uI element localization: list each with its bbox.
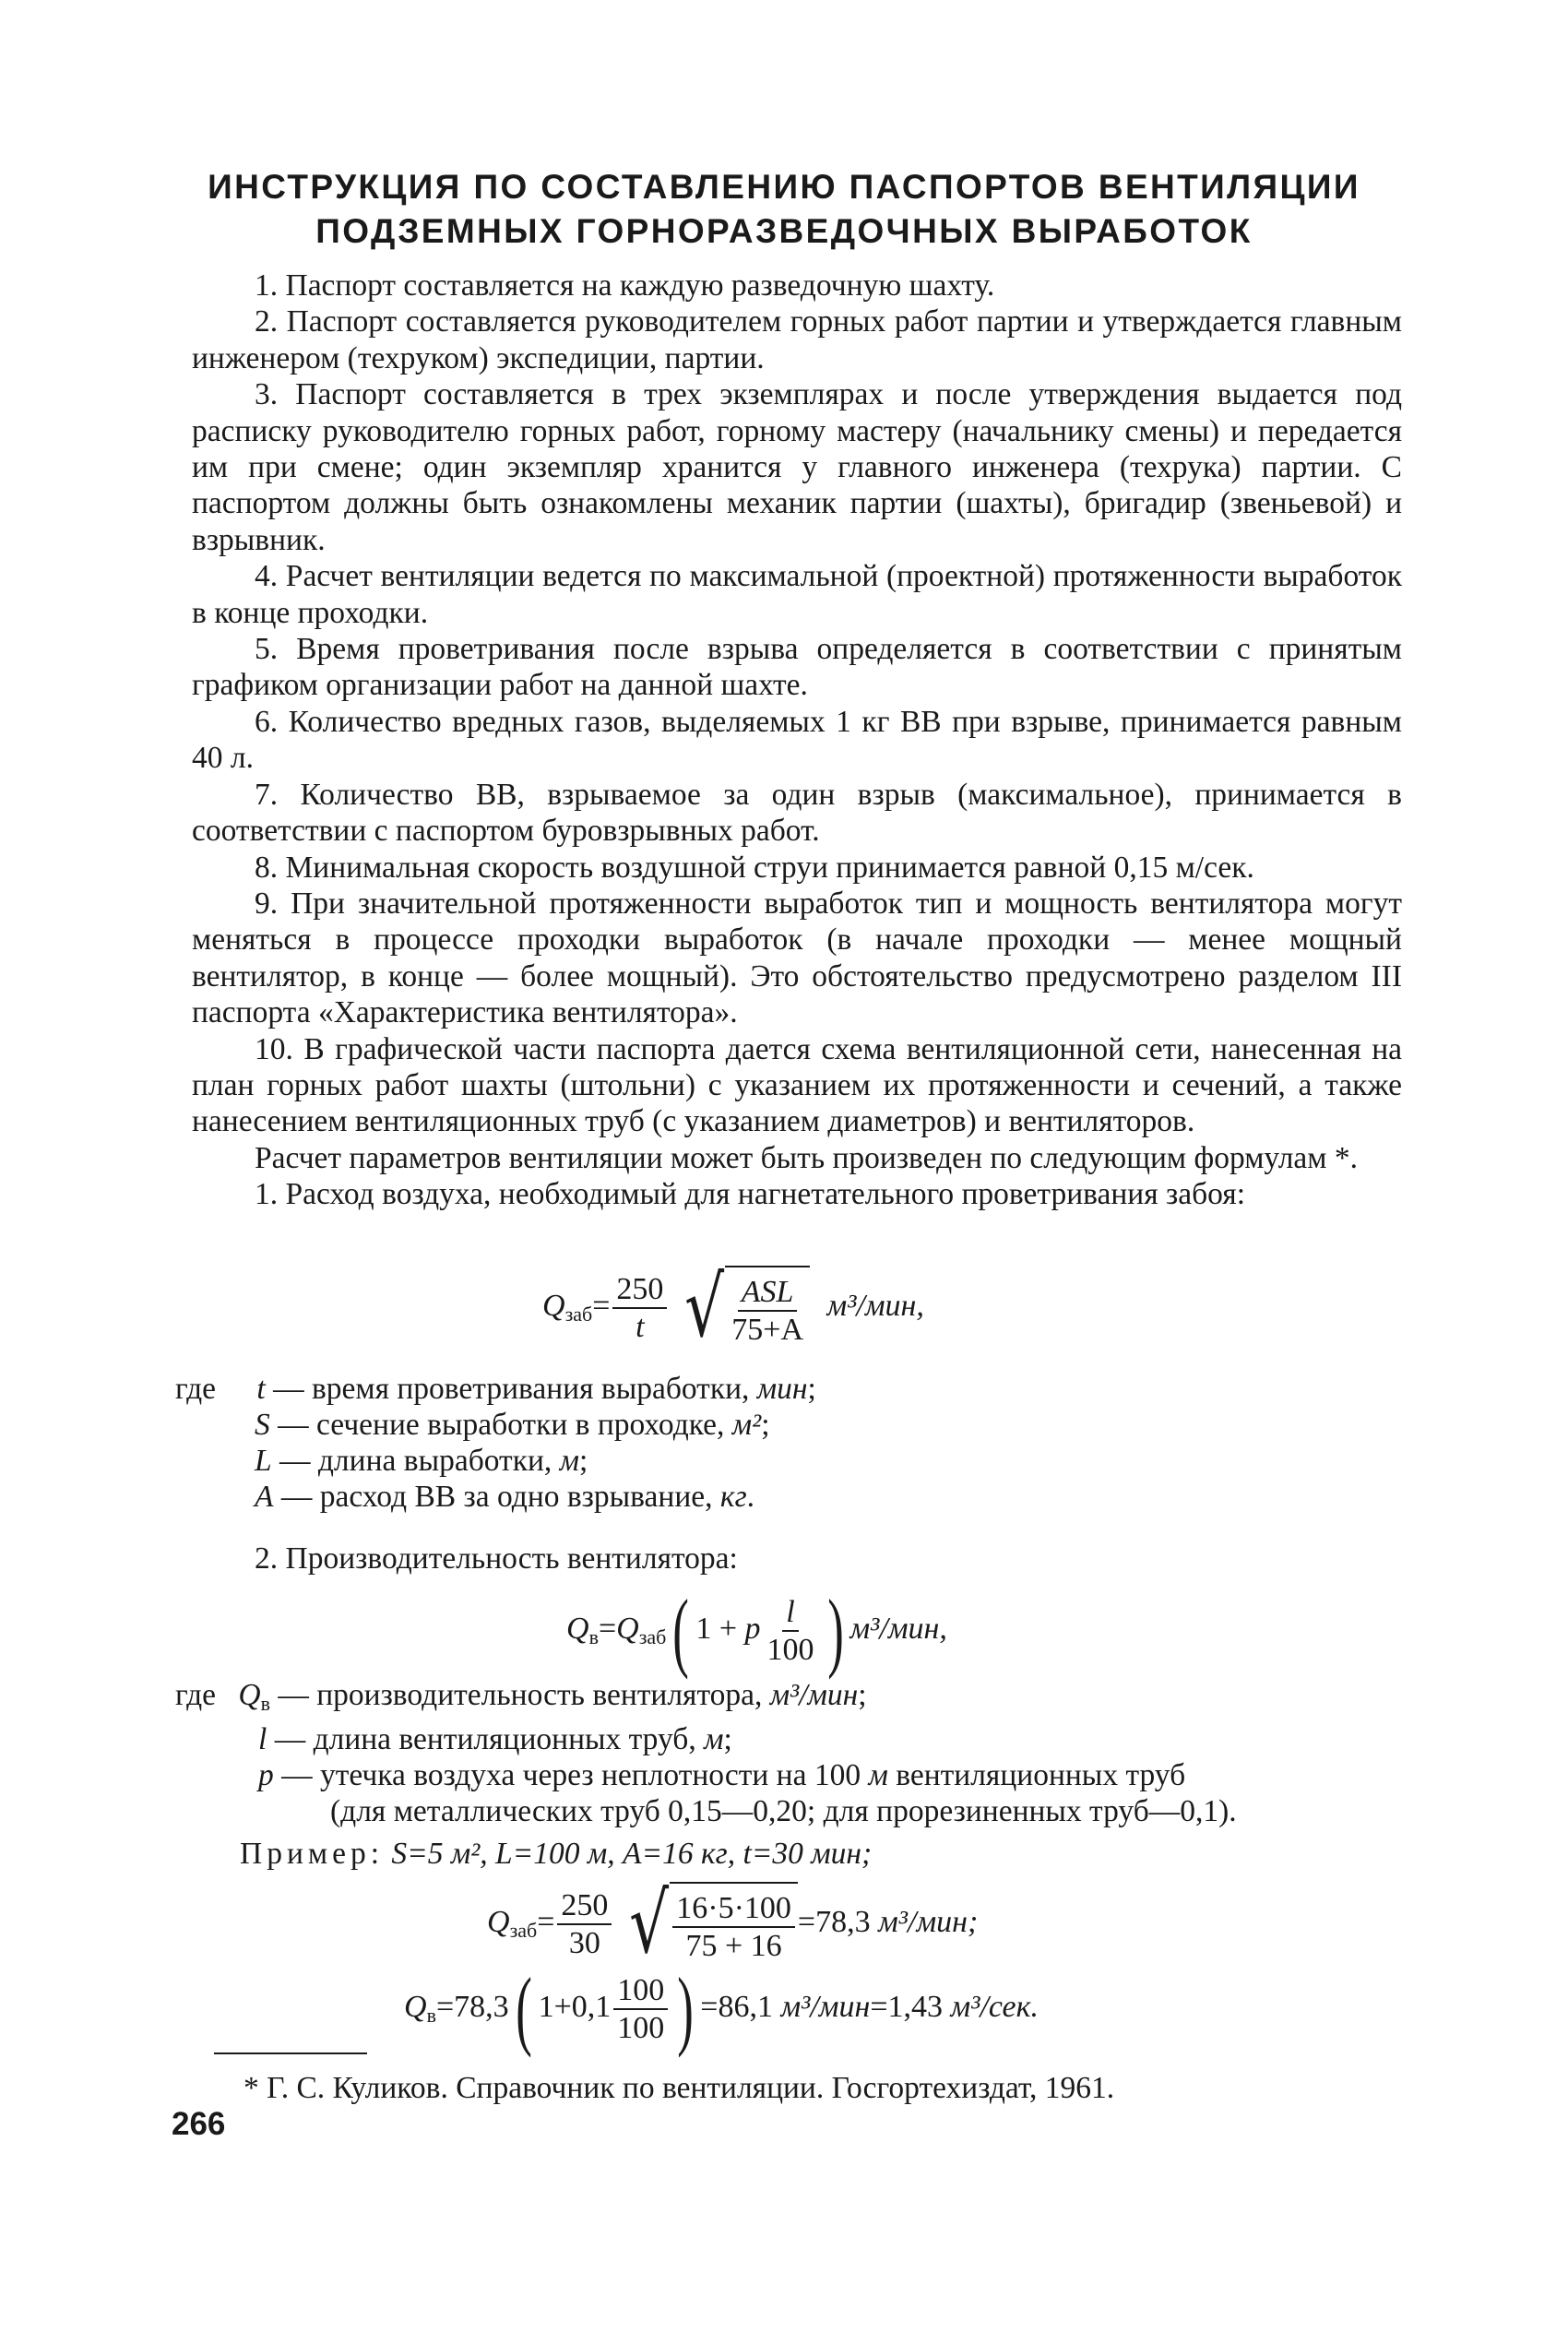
fraction-denominator: 75 + 16 bbox=[685, 1928, 782, 1963]
legend-text: — утечка воздуха через неплотности на 100 bbox=[273, 1758, 869, 1792]
formula-subscript: заб bbox=[509, 1918, 538, 1942]
formula-example-air-flow bbox=[487, 1875, 979, 1972]
legend-symbol: p bbox=[258, 1758, 274, 1792]
legend-unit: кг bbox=[719, 1480, 747, 1514]
list-item: 9. При значительной протяженности выработок тип и мощность вентилятора могут меняться в процессе проходки выработок (в начале проходки — менее мощный вентилятор, в конце — более мощный). Это обстоятельство предусмотрено разделом III паспорта «Характеристика вентилятора». bbox=[192, 886, 1402, 1030]
formula-2-legend bbox=[175, 1677, 1237, 1829]
list-item: 2. Паспорт составляется руководителем горных работ партии и утверждается главным инженером (техруком) экспедиции, партии. bbox=[192, 304, 1402, 375]
formula-unit: м³/сек. bbox=[950, 1989, 1039, 2024]
fraction-numerator: 100 bbox=[613, 1975, 668, 2010]
example-values: S=5 м², L=100 м, A=16 кг, t=30 мин; bbox=[391, 1837, 873, 1871]
fraction bbox=[672, 1890, 795, 1963]
left-paren: ( bbox=[672, 1581, 690, 1680]
formula-unit: м³/мин bbox=[780, 1989, 871, 2024]
formula-operator: =78,3 bbox=[435, 1989, 509, 2024]
formula-example-fan-capacity bbox=[404, 1959, 1039, 2058]
formula-air-flow bbox=[542, 1259, 924, 1356]
legend-text: — время проветривания выработки, bbox=[265, 1372, 757, 1406]
fraction bbox=[613, 1972, 668, 2045]
legend-row bbox=[175, 1479, 816, 1515]
legend-text: — расход ВВ за одно взрывание, bbox=[273, 1480, 720, 1514]
formula-2-heading: 2. Производительность вентилятора: bbox=[255, 1541, 738, 1576]
fraction bbox=[728, 1274, 807, 1347]
formula-1-heading: 1. Расход воздуха, необходимый для нагнетательного проветривания забоя: bbox=[255, 1177, 1245, 1212]
legend-symbol: t bbox=[256, 1372, 266, 1406]
legend-unit: мин bbox=[756, 1372, 808, 1406]
formula-1-legend bbox=[175, 1371, 816, 1515]
formula-fan-capacity bbox=[566, 1581, 947, 1680]
left-paren: ( bbox=[515, 1959, 532, 2058]
fraction-numerator: 250 bbox=[612, 1274, 667, 1309]
square-root bbox=[678, 1259, 810, 1356]
legend-lead: где bbox=[175, 1372, 216, 1406]
formula-operator: = bbox=[592, 1288, 611, 1323]
legend-tail: ; bbox=[723, 1722, 732, 1756]
right-paren: ) bbox=[826, 1581, 844, 1680]
list-item: 8. Минимальная скорость воздушной струи принимается равной 0,15 м/сек. bbox=[255, 850, 1254, 885]
legend-unit: м bbox=[868, 1758, 888, 1792]
legend-symbol: Q bbox=[238, 1678, 261, 1712]
fraction-denominator: 75+A bbox=[731, 1312, 803, 1347]
list-item: 1. Паспорт составляется на каждую разведочную шахту. bbox=[255, 268, 995, 303]
footnote-divider bbox=[214, 2052, 367, 2054]
formula-result: =86,1 bbox=[700, 1989, 773, 2024]
legend-row bbox=[175, 1407, 816, 1443]
legend-unit: м bbox=[559, 1444, 580, 1478]
legend-row bbox=[175, 1443, 816, 1479]
legend-text: — длина вентиляционных труб, bbox=[267, 1722, 705, 1756]
formula-symbol: Q bbox=[487, 1904, 510, 1939]
example-label: Пример: bbox=[240, 1837, 384, 1871]
legend-row bbox=[175, 1721, 1237, 1757]
legend-unit: м³/мин bbox=[769, 1678, 859, 1712]
title-line-1: ИНСТРУКЦИЯ ПО СОСТАВЛЕНИЮ ПАСПОРТОВ ВЕНТИЛЯЦИИ bbox=[208, 168, 1360, 206]
radical-sign: √ bbox=[684, 1259, 725, 1356]
formula-symbol: Q bbox=[542, 1288, 565, 1323]
title-line-2: ПОДЗЕМНЫХ ГОРНОРАЗВЕДОЧНЫХ ВЫРАБОТОК bbox=[315, 212, 1253, 250]
legend-tail: ; bbox=[807, 1372, 816, 1406]
radical-sign: √ bbox=[629, 1875, 670, 1972]
fraction-numerator: l bbox=[782, 1597, 798, 1632]
legend-tail: ; bbox=[858, 1678, 867, 1712]
legend-lead: где bbox=[175, 1678, 216, 1712]
fraction-numerator: 250 bbox=[557, 1890, 612, 1925]
formula-term: 1+0,1 bbox=[538, 1989, 612, 2024]
formula-operator: = bbox=[537, 1904, 555, 1939]
list-item: 3. Паспорт составляется в трех экземплярах и после утверждения выдается под расписку руководителю горных работ, горному мастеру (начальнику смены) и передается им при смене; один экземпляр хранится у главного инженера (техрука) партии. С паспортом должны быть ознакомлены механик партии (шахты), бригадир (звеньевой) и взрывник. bbox=[192, 377, 1402, 557]
fraction-denominator: 100 bbox=[617, 2010, 665, 2045]
fraction bbox=[612, 1271, 667, 1344]
legend-tail: ; bbox=[761, 1408, 770, 1442]
list-item: 10. В графической части паспорта дается схема вентиляционной сети, нанесенная на план горных работ шахты (штольни) с указанием их протяженности и сечений, а также нанесением вентиляционных труб (с указанием диаметров) и вентиляторов. bbox=[192, 1031, 1402, 1139]
formula-operator: = bbox=[598, 1611, 617, 1646]
legend-subscript: в bbox=[260, 1692, 270, 1715]
legend-symbol: l bbox=[258, 1722, 267, 1756]
legend-symbol: L bbox=[255, 1444, 272, 1478]
instruction-list bbox=[192, 268, 1402, 1213]
page-number: 266 bbox=[172, 2106, 226, 2142]
legend-text: — длина выработки, bbox=[271, 1444, 560, 1478]
fraction-numerator: ASL bbox=[738, 1277, 798, 1312]
legend-tail: ; bbox=[579, 1444, 588, 1478]
legend-tail: . bbox=[746, 1480, 755, 1514]
legend-unit: м² bbox=[731, 1408, 762, 1442]
formula-symbol: p bbox=[744, 1611, 761, 1646]
formula-unit: м³/мин; bbox=[878, 1904, 979, 1939]
fraction-denominator: t bbox=[636, 1309, 645, 1344]
formula-term: 1 + bbox=[695, 1611, 745, 1646]
legend-unit: м bbox=[704, 1722, 724, 1756]
formula-symbol: Q bbox=[566, 1611, 589, 1646]
legend-text: (для металлических труб 0,15—0,20; для прорезиненных труб—0,1). bbox=[330, 1794, 1237, 1828]
formula-subscript: в bbox=[426, 2003, 436, 2027]
formula-result: =1,43 bbox=[870, 1989, 944, 2024]
fraction-denominator: 100 bbox=[766, 1632, 814, 1667]
formulas-intro: Расчет параметров вентиляции может быть произведен по следующим формулам *. bbox=[255, 1140, 1358, 1175]
legend-tail: вентиляционных труб bbox=[887, 1758, 1186, 1792]
formula-subscript: заб bbox=[564, 1302, 593, 1326]
example-line bbox=[240, 1836, 872, 1872]
formula-symbol: Q bbox=[404, 1989, 427, 2024]
fraction bbox=[557, 1887, 612, 1960]
legend-row bbox=[175, 1677, 1237, 1721]
formula-symbol: Q bbox=[616, 1611, 639, 1646]
footnote: * Г. С. Куликов. Справочник по вентиляции. Госгортехиздат, 1961. bbox=[244, 2071, 1115, 2105]
square-root bbox=[623, 1875, 798, 1972]
formula-result: =78,3 bbox=[797, 1904, 871, 1939]
legend-symbol: S bbox=[255, 1408, 270, 1442]
formula-subscript: заб bbox=[638, 1624, 667, 1648]
fraction bbox=[764, 1594, 818, 1667]
list-item: 7. Количество ВВ, взрываемое за один взрыв (максимальное), принимается в соответствии с паспортом буровзрывных работ. bbox=[192, 777, 1402, 849]
fraction-denominator: 30 bbox=[568, 1925, 600, 1960]
legend-row bbox=[175, 1371, 816, 1407]
list-item: 5. Время проветривания после взрыва определяется в соответствии с принятым графиком организации работ на данной шахте. bbox=[192, 632, 1402, 703]
legend-text: — производительность вентилятора, bbox=[269, 1678, 770, 1712]
legend-symbol: A bbox=[255, 1480, 274, 1514]
formula-subscript: в bbox=[588, 1624, 599, 1648]
list-item: 4. Расчет вентиляции ведется по максимальной (проектной) протяженности выработок в конце проходки. bbox=[192, 559, 1402, 630]
legend-text: — сечение выработки в проходке, bbox=[269, 1408, 732, 1442]
legend-row bbox=[175, 1793, 1237, 1829]
formula-unit: м³/мин, bbox=[849, 1611, 947, 1646]
legend-row bbox=[175, 1757, 1237, 1793]
fraction-numerator: 16·5·100 bbox=[672, 1893, 795, 1928]
list-item: 6. Количество вредных газов, выделяемых 1 кг ВВ при взрыве, принимается равным 40 л. bbox=[192, 704, 1402, 776]
formula-unit: м³/мин, bbox=[826, 1288, 924, 1323]
right-paren: ) bbox=[677, 1959, 695, 2058]
